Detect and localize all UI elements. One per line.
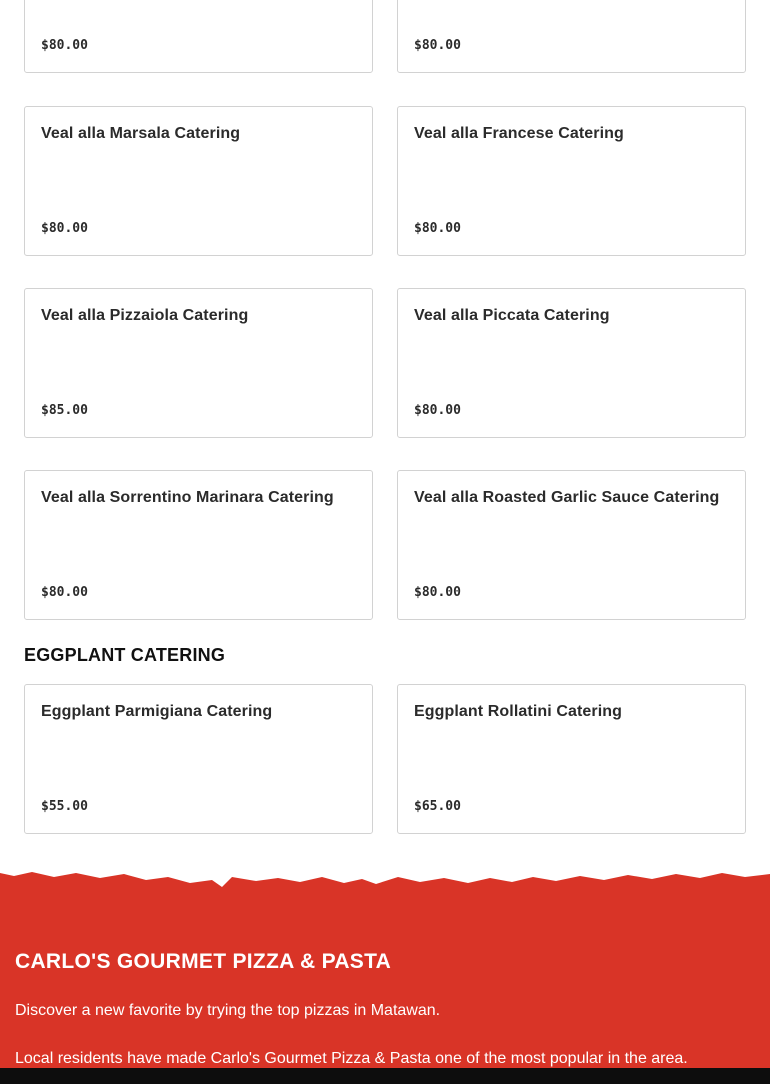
footer-brand-title: CARLO'S GOURMET PIZZA & PASTA: [15, 950, 392, 973]
menu-item-card[interactable]: [397, 470, 746, 620]
menu-item-card[interactable]: [24, 0, 373, 73]
menu-item-name: Veal alla Sorrentino Marinara Catering: [41, 489, 334, 506]
menu-item-card[interactable]: [24, 288, 373, 438]
menu-item-price: $80.00: [41, 221, 88, 236]
menu-item-price: $80.00: [414, 221, 461, 236]
menu-item-name: Veal alla Piccata Catering: [414, 307, 610, 324]
menu-item-price: $80.00: [41, 585, 88, 600]
menu-item-price: $55.00: [41, 799, 88, 814]
menu-item-card[interactable]: [24, 106, 373, 256]
menu-item-card[interactable]: [397, 684, 746, 834]
site-footer: [0, 872, 770, 1084]
menu-item-price: $85.00: [41, 403, 88, 418]
menu-item-name: Veal alla Marsala Catering: [41, 125, 241, 142]
menu-item-name: Veal alla Francese Catering: [414, 125, 624, 142]
menu-item-price: $65.00: [414, 799, 461, 814]
menu-item-price: $80.00: [414, 585, 461, 600]
menu-item-card[interactable]: [24, 470, 373, 620]
menu-item-card[interactable]: [24, 684, 373, 834]
bottom-bar: [0, 1068, 770, 1084]
menu-item-card[interactable]: [397, 106, 746, 256]
menu-item-card[interactable]: [397, 288, 746, 438]
menu-item-card[interactable]: [397, 0, 746, 73]
footer-tagline: Discover a new favorite by trying the top pizzas in Matawan.: [15, 1002, 441, 1019]
menu-item-price: $80.00: [414, 403, 461, 418]
section-heading-eggplant: EGGPLANT CATERING: [24, 645, 226, 665]
menu-item-name: Eggplant Parmigiana Catering: [41, 703, 273, 720]
menu-item-price: $80.00: [41, 38, 88, 53]
menu-item-name: Eggplant Rollatini Catering: [414, 703, 623, 720]
menu-item-name: Veal alla Pizzaiola Catering: [41, 307, 249, 324]
menu-item-price: $80.00: [414, 38, 461, 53]
torn-edge-divider: [0, 868, 770, 892]
menu-item-name: Veal alla Roasted Garlic Sauce Catering: [414, 489, 720, 506]
footer-description: Local residents have made Carlo's Gourmet Pizza & Pasta one of the most popular in the area.: [15, 1050, 688, 1067]
